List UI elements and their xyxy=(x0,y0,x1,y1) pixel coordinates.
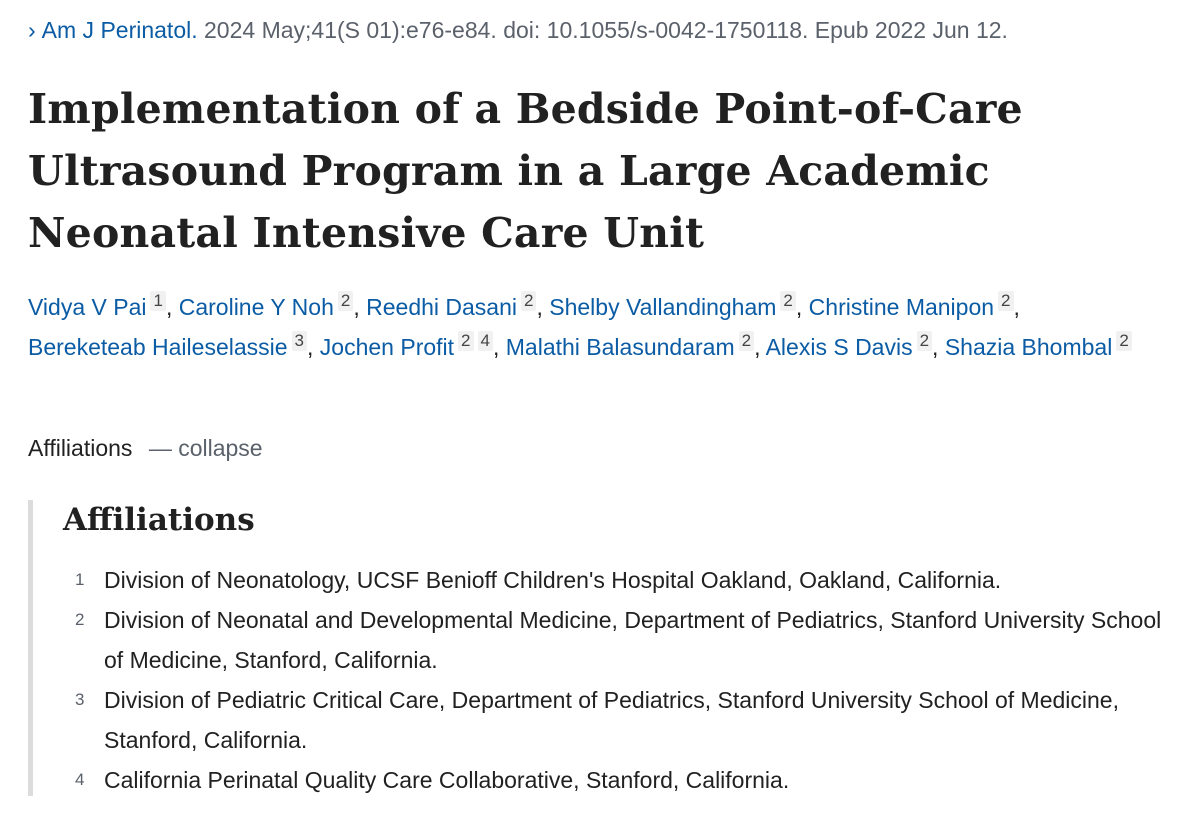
affiliation-ref-button[interactable]: 2 xyxy=(780,291,795,311)
affiliation-item xyxy=(69,760,1179,800)
author-link[interactable]: Shazia Bhombal xyxy=(944,334,1113,360)
affiliation-item xyxy=(69,560,1179,600)
affiliation-text: Division of Pediatric Critical Care, Department of Pediatrics, Stanford University School of Medicine, Stanford, California. xyxy=(104,687,1119,753)
author-link[interactable]: Reedhi Dasani xyxy=(366,294,517,320)
affiliation-number: 2 xyxy=(75,610,85,629)
author-link[interactable]: Shelby Vallandingham xyxy=(549,294,777,320)
affiliations-toggle[interactable] xyxy=(28,428,263,468)
citation-line xyxy=(28,12,1008,48)
affiliation-text: California Perinatal Quality Care Collaborative, Stanford, California. xyxy=(104,767,790,793)
article-title: Implementation of a Bedside Point-of-Care Ultrasound Program in a Large Academic Neonatal Intensive Care Unit xyxy=(28,85,1023,257)
journal-link[interactable]: Am J Perinatol. xyxy=(41,17,198,43)
author-link[interactable]: Jochen Profit xyxy=(319,334,455,360)
affiliation-text: Division of Neonatology, UCSF Benioff Children's Hospital Oakland, Oakland, California. xyxy=(104,567,1002,593)
author-entry: Christine Manipon 2 , xyxy=(808,291,1020,320)
affiliation-text: Division of Neonatal and Developmental Medicine, Department of Pediatrics, Stanford University School of Medicine, Stanford, California. xyxy=(104,607,1162,673)
affiliations-toggle-label: Affiliations xyxy=(28,435,133,461)
citation-details: 2024 May;41(S 01):e76-e84. doi: 10.1055/s-0042-1750118. Epub 2022 Jun 12. xyxy=(204,17,1008,43)
affiliation-ref-button[interactable]: 2 xyxy=(338,291,353,311)
affiliation-ref-button[interactable]: 2 xyxy=(521,291,536,311)
author-entry: Shelby Vallandingham 2 , xyxy=(549,291,803,320)
affiliation-number: 3 xyxy=(75,690,85,709)
affiliation-number: 4 xyxy=(75,770,85,789)
affiliation-ref-button[interactable]: 3 xyxy=(292,331,307,351)
author-link[interactable]: Christine Manipon xyxy=(808,294,995,320)
author-entry: Bereketeab Haileselassie 3 , xyxy=(28,331,314,360)
affiliation-item xyxy=(69,680,1179,760)
chevron-right-icon[interactable]: › xyxy=(28,17,36,43)
authors-list xyxy=(28,287,1196,367)
author-link[interactable]: Caroline Y Noh xyxy=(178,294,334,320)
affiliation-ref-button[interactable]: 4 xyxy=(478,331,493,351)
author-entry: Caroline Y Noh 2 , xyxy=(178,291,360,320)
affiliations-list xyxy=(69,560,1179,800)
affiliation-number: 1 xyxy=(75,570,85,589)
author-entry: Alexis S Davis 2 , xyxy=(765,331,939,360)
affiliations-heading: Affiliations xyxy=(63,502,255,538)
affiliations-panel xyxy=(28,500,1193,796)
affiliation-ref-button[interactable]: 2 xyxy=(998,291,1013,311)
author-link[interactable]: Alexis S Davis xyxy=(765,334,913,360)
author-entry xyxy=(944,331,1132,360)
affiliation-ref-button[interactable]: 2 xyxy=(458,331,473,351)
author-link[interactable]: Vidya V Pai xyxy=(28,294,147,320)
author-entry: Vidya V Pai 1 , xyxy=(28,291,173,320)
author-link[interactable]: Bereketeab Haileselassie xyxy=(28,334,288,360)
author-entry: Jochen Profit 2 4 , xyxy=(319,331,500,360)
collapse-link[interactable]: — collapse xyxy=(148,435,263,461)
affiliation-ref-button[interactable]: 2 xyxy=(739,331,754,351)
affiliation-ref-button[interactable]: 2 xyxy=(1116,331,1131,351)
author-entry: Malathi Balasundaram 2 , xyxy=(505,331,761,360)
affiliation-item xyxy=(69,600,1179,680)
affiliation-ref-button[interactable]: 2 xyxy=(917,331,932,351)
author-entry: Reedhi Dasani 2 , xyxy=(366,291,543,320)
author-link[interactable]: Malathi Balasundaram xyxy=(505,334,735,360)
affiliation-ref-button[interactable]: 1 xyxy=(150,291,165,311)
